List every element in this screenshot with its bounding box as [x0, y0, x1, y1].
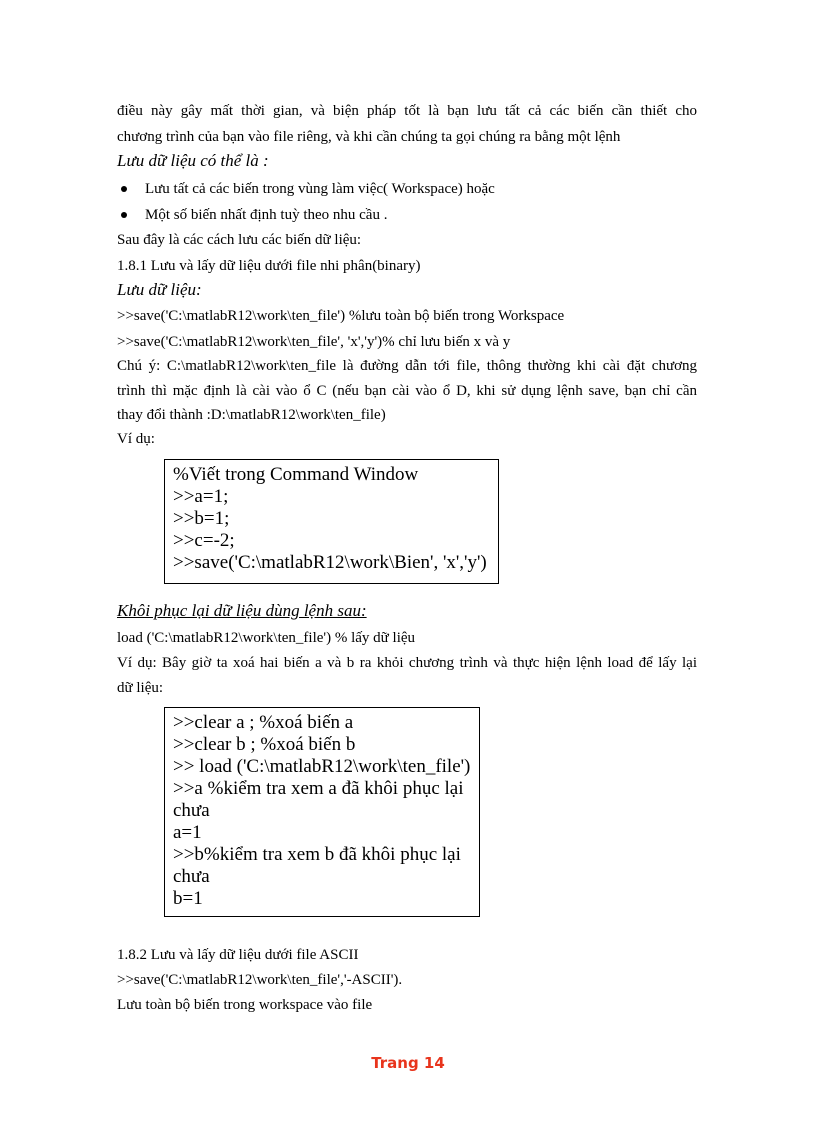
- save-command-all: >>save('C:\matlabR12\work\ten_file') %lưu toàn bộ biến trong Workspace: [117, 308, 565, 324]
- save-command-xy: >>save('C:\matlabR12\work\ten_file', 'x','y')% chỉ lưu biến x và y: [117, 334, 511, 350]
- bullet-icon: [117, 205, 145, 225]
- note-line-2: trình thì mặc định là cài vào ổ C (nếu bạn cài vào ổ D, khi sử dụng lệnh save, bạn chỉ cần: [117, 383, 697, 399]
- methods-intro: Sau đây là các cách lưu các biến dữ liệu:: [117, 232, 362, 248]
- example-label: Ví dụ:: [117, 431, 155, 447]
- code-line: a=1: [173, 822, 202, 843]
- section-1-8-2-title: 1.8.2 Lưu và lấy dữ liệu dưới file ASCII: [117, 947, 359, 963]
- note-line-1: Chú ý: C:\matlabR12\work\ten_file là đường dẫn tới file, thông thường khi cài đặt chương: [117, 358, 697, 374]
- code-line: >>b=1;: [173, 508, 230, 529]
- code-line: >>a %kiểm tra xem a đã khôi phục lại chưa: [173, 778, 464, 821]
- section-1-8-1-title: 1.8.1 Lưu và lấy dữ liệu dưới file nhi phân(binary): [117, 258, 421, 274]
- code-box-save-example: [164, 459, 499, 584]
- example2-line-1: Ví dụ: Bây giờ ta xoá hai biến a và b ra khỏi chương trình và thực hiện lệnh load để lấy lại: [117, 655, 697, 671]
- code-line: >>b%kiểm tra xem b đã khôi phục lại chưa: [173, 844, 461, 887]
- code-line: >>c=-2;: [173, 530, 235, 551]
- save-data-heading: Lưu dữ liệu:: [117, 280, 202, 299]
- code-line: >>a=1;: [173, 486, 229, 507]
- code-line: >>clear b ; %xoá biến b: [173, 734, 356, 755]
- restore-heading: Khôi phục lại dữ liệu dùng lệnh sau:: [117, 601, 367, 620]
- save-can-be-heading: Lưu dữ liệu có thể là :: [117, 151, 269, 170]
- load-command: load ('C:\matlabR12\work\ten_file') % lấy dữ liệu: [117, 630, 416, 646]
- bullet-item: [117, 179, 495, 199]
- page-number-footer: Trang 14: [371, 1054, 445, 1072]
- code-line: >> load ('C:\matlabR12\work\ten_file'): [173, 756, 471, 777]
- bullet-item: [117, 205, 387, 225]
- bullet-text: Lưu tất cả các biến trong vùng làm việc( Workspace) hoặc: [145, 181, 495, 197]
- code-line: >>clear a ; %xoá biến a: [173, 712, 354, 733]
- code-line: b=1: [173, 888, 203, 909]
- example2-line-2: dữ liệu:: [117, 680, 164, 696]
- bullet-icon: [117, 179, 145, 199]
- ascii-description: Lưu toàn bộ biến trong workspace vào file: [117, 997, 373, 1013]
- intro-line-1: điều này gây mất thời gian, và biện pháp tốt là bạn lưu tất cả các biến cần thiết cho: [117, 103, 697, 119]
- code-line: >>save('C:\matlabR12\work\Bien', 'x','y'): [173, 552, 487, 573]
- code-box-load-example: [164, 707, 480, 917]
- note-line-3: thay đổi thành :D:\matlabR12\work\ten_file): [117, 407, 386, 423]
- ascii-save-command: >>save('C:\matlabR12\work\ten_file','-ASCII').: [117, 972, 403, 988]
- code-line: %Viết trong Command Window: [173, 464, 419, 485]
- intro-line-2: chương trình của bạn vào file riêng, và khi cần chúng ta gọi chúng ra bằng một lệnh: [117, 129, 621, 145]
- bullet-text: Một số biến nhất định tuỳ theo nhu cầu .: [145, 207, 388, 223]
